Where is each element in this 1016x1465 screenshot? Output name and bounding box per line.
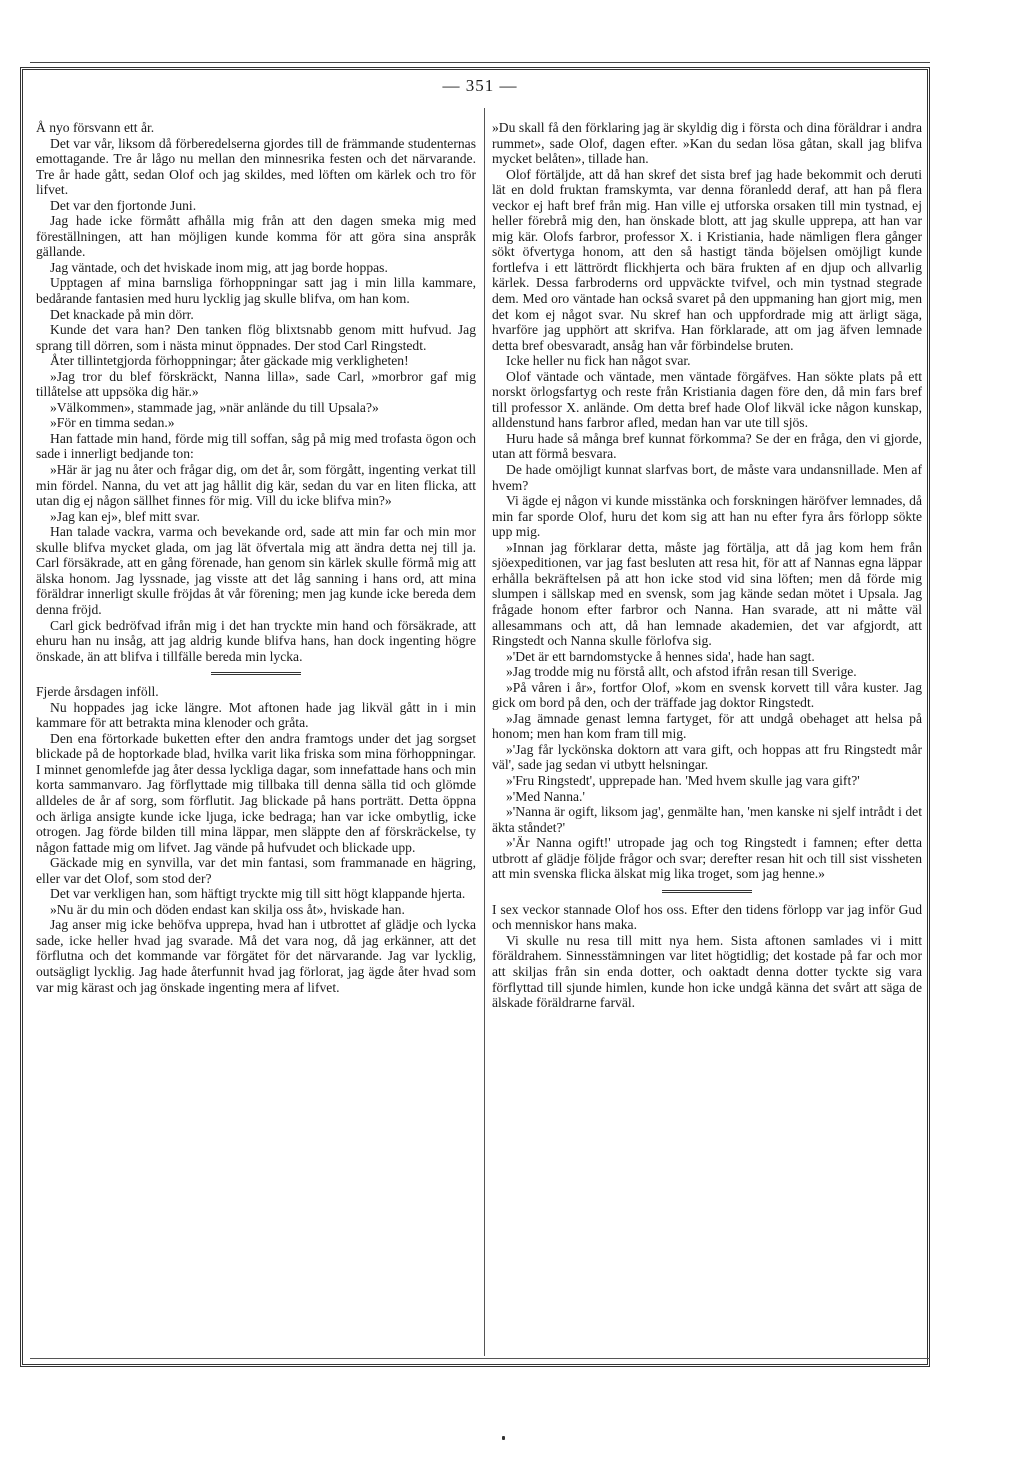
paragraph: Det var vår, liksom då förberedelserna gjordes till de främmande studenternas emottagande. Tre år lågo nu mellan den minnesrika festen och det närvarande. Tre år hade gått, sedan Olof och jag skildes, med löften om kärlek och tro för lifvet. (36, 135, 476, 198)
paragraph: Den ena förtorkade buketten efter den andra framtogs under det jag sorgset blickade på de hoptorkade blad, hvilka varit lika friska som mina förhoppningar. I minnet genomlefde jag åter dessa lyckliga dagar, som innefattade hans och min korta sammanvaro. Jag förflyttade mig tillbaka till denna sälla tid och glömde alldeles de år af sorg, som förflutit. Jag blickade på hans porträtt. Detta öppna och ärliga ansigte kunde icke ljuga, icke bedraga; han var icke ombytlig, icke otrogen. Jag förde bilden till mina läppar, men släppte den af förskräckelse, ty någon fattade mig om lifvet. Jag vände på hufvudet och blickade upp. (36, 730, 476, 855)
paragraph: Kunde det vara han? Den tanken flög blixtsnabb genom mitt hufvud. Jag sprang till dörren, som i nästa minut öppnades. Der stod Carl Ringstedt. (36, 322, 476, 353)
paragraph: Åter tillintetgjorda förhoppningar; åter gäckade mig verkligheten! (50, 353, 409, 369)
paragraph: Icke heller nu fick han något svar. (506, 353, 691, 369)
paragraph: »Jag tror du blef förskräckt, Nanna lilla», sade Carl, »morbror gaf mig tillåtelse att uppsöka dig här.» (36, 368, 476, 400)
top-rule (30, 62, 930, 63)
right-column (492, 114, 922, 1011)
print-speck (502, 1436, 505, 1440)
paragraph: »Jag kan ej», blef mitt svar. (50, 508, 200, 524)
paragraph: »Nu är du min och döden endast kan skilja oss åt», hviskade han. (50, 901, 405, 917)
paragraph: »För en timma sedan.» (50, 415, 175, 431)
paragraph: Olof förtäljde, att då han skref det sista bref jag hade bekommit och deruti lät en dold fruktan framskymta, var denna föranledd deraf, att han på flera veckor ej haft bref från mig. Han ville ej utforska orsaken till min tystnad, ej heller förebrå mig den, han önskade blott, att jag skulle upprepa, att han var mig kär. Olofs farbror, professor X. i Kristiania, hade nämligen flera gånger sökt öfvertyga honom, att den så hastigt tända böjelsen omöjligt kunde fortlefva i ett lättrördt flickhjerta och bära frukten af en djup och allvarlig kärlek. Dessa farbroderns ord uppväckte tvifvel, och min tystnad stegrade dem. Med oro väntade han också svaret på den uppmaning han gjort mig, men det kom ej något svar. Nu skref han och uppfordrade mig att ärligt säga, hvarföre jag upphört att skrifva. Han förklarade, att om jag äfven lemnade detta bref obesvaradt, ansåg han vår förbindelse bruten. (492, 166, 922, 353)
paragraph: Jag väntade, och det hviskade inom mig, att jag borde hoppas. (50, 259, 388, 275)
paragraph: »På våren i år», fortfor Olof, »kom en svensk korvett till våra kuster. Jag gick om bord på den, och der träffade jag doktor Ringstedt. (492, 679, 922, 711)
paragraph: »'Jag får lyckönska doktorn att vara gift, och hoppas att fru Ringstedt mår väl', sade jag sedan vi utbytt helsningar. (492, 741, 922, 773)
paragraph: De hade omöjligt kunnat slarfvas bort, de måste vara undansnillade. Men af hvem? (492, 462, 922, 493)
paragraph: Huru hade så många bref kunnat förkomma? Se der en fråga, den vi gjorde, utan att förmå besvara. (492, 430, 922, 462)
paragraph: »Här är jag nu åter och frågar dig, om det år, som förgått, ingenting verkat till min fördel. Nanna, du vet att jag hållit dig kär, sedan du var en liten flicka, att utan dig ej någon sällhet finnes för mig. Vill du icke blifva min?» (36, 462, 476, 509)
paragraph: »Du skall få den förklaring jag är skyldig dig i första och dina föräldrar i andra rummet», sade Olof, dagen efter. »Kan du sedan lösa gåtan, skall jag blifva mycket belåten», tillade han. (492, 120, 922, 167)
paragraph: Det var verkligen han, som häftigt tryckte mig till sitt högt klappande hjerta. (50, 886, 466, 902)
paragraph: Upptagen af mina barnsliga förhoppningar satt jag i min lilla kammare, bedårande fantasien med huru lycklig jag skulle blifva, om han kom. (36, 275, 476, 307)
paragraph: »'Med Nanna.' (506, 788, 585, 804)
paragraph: »'Fru Ringstedt', upprepade han. 'Med hvem skulle jag vara gift?' (506, 772, 860, 788)
paragraph: Det var den fjortonde Juni. (50, 197, 197, 213)
left-column (36, 114, 476, 995)
paragraph: »Välkommen», stammade jag, »när anlände du till Upsala?» (50, 399, 379, 415)
section-separator (211, 672, 301, 675)
page-number: — 351 — (442, 76, 518, 95)
paragraph: Fjerde årsdagen inföll. (36, 684, 159, 700)
section-separator (662, 890, 752, 893)
paragraph: Carl gick bedröfvad ifrån mig i det han tryckte min hand och försäkrade, att ehuru han nu insåg, att jag aldrig kunde blifva hans, han dock ingenting högre önskade, än att blifva i tillfälle bereda min lycka. (36, 617, 476, 664)
paragraph: »Innan jag förklarar detta, måste jag förtälja, att då jag kom hem från sjöexpeditionen, var jag fast besluten att resa hit, för att af Nannas egna läppar erhålla bekräftelsen på att hon icke stod vid sina löften; men då förde mig slumpen i sällskap med en svensk, som jag kände sedan mötet i Upsala. Jag frågade honom efter farbror och Nanna. Han svarade, att ni måtte väl allesammans och att, då han lemnade akademien, det var afgjordt, att Ringstedt och Nanna skulle förlofva sig. (492, 539, 922, 649)
paragraph: »'Är Nanna ogift!' utropade jag och tog Ringstedt i famnen; efter detta utbrott af glädje följde frågor och svar; derefter resan hit och till sist vissheten att min svenska flicka älskat mig lika troget, som jag henne.» (492, 835, 922, 882)
paragraph: »'Det är ett barndomstycke å hennes sida', hade han sagt. (506, 648, 815, 664)
paragraph: Gäckade mig en synvilla, var det min fantasi, som frammanade en hägring, eller var det Olof, som stod der? (36, 855, 476, 886)
paragraph: Vi skulle nu resa till mitt nya hem. Sista aftonen samlades vi i mitt föräldrahem. Sinnesstämningen var litet högtidlig; det kostade på far och mor att skiljas från sin enda dotter, och oaktadt denna dotter tyckte sig vara förflyttad till sjunde himlen, kunde hon icke undgå känna det svårt att säga de älskade föräldrarne farväl. (492, 932, 922, 1011)
column-divider (484, 108, 485, 1356)
paragraph: Å nyo försvann ett år. (36, 120, 155, 135)
paragraph: Det knackade på min dörr. (50, 306, 194, 322)
paragraph: Olof väntade och väntade, men väntade förgäfves. Han sökte plats på ett norskt örlogsfartyg och reste från Kristiania dagen före den, då min fars bref till professor X. anlände. Om detta bref hade Olof likväl icke någon kunskap, alldenstund hans farbror afled, medan han var ute till sjös. (492, 368, 922, 431)
paragraph: Jag anser mig icke behöfva upprepa, hvad han i utbrottet af glädje och lycka sade, icke heller hvad jag svarade. Må det vara nog, då jag erkänner, att det förflutna och det kommande var förgätet för det närvarande. Jag var lycklig, outsägligt lycklig. Jag hade återfunnit hvad jag förlorat, jag ägde åter hvad som var mig kärast och jag önskade ingenting mera af lifvet. (36, 917, 476, 995)
paragraph: Vi ägde ej någon vi kunde misstänka och forskningen häröfver lemnades, då min far sporde Olof, huru det kom sig att han nu efter fyra års förlopp sökte upp mig. (492, 493, 922, 540)
paragraph: Han talade vackra, varma och bevekande ord, sade att min far och min mor skulle blifva mycket glada, om jag lät öfvertala mig att ändra detta nej till ja. Carl försäkrade, att en gång förenade, han genom sin kärlek skulle förmå mig att älska honom. Jag lyssnade, jag visste att det låg sanning i hans ord, att mina föräldrar innerligt skulle fröjdas åt vår förening; men jag kunde icke bereda dem denna fröjd. (36, 524, 476, 617)
bottom-rule (30, 1358, 930, 1359)
paragraph: Han fattade min hand, förde mig till soffan, såg på mig med trofasta ögon och sade i innerligt bedjande ton: (36, 430, 476, 462)
paragraph: »Jag ämnade genast lemna fartyget, för att undgå obehaget att helsa på honom; men han kom fram till mig. (492, 710, 922, 742)
paragraph: »Jag trodde mig nu förstå allt, och afstod ifrån resan till Sverige. (506, 664, 857, 680)
paragraph: I sex veckor stannade Olof hos oss. Efter den tidens förlopp var jag inför Gud och menniskor hans maka. (492, 901, 922, 933)
paragraph: »'Nanna är ogift, liksom jag', genmälte han, 'men kanske ni sjelf intrådt i det äkta ståndet?' (492, 804, 922, 835)
paragraph: Jag hade icke förmått afhålla mig från att den dagen smeka mig med föreställningen, att han möjligen kunde komma för att göra sina anspråk gällande. (36, 213, 476, 260)
paragraph: Nu hoppades jag icke längre. Mot aftonen hade jag likväl gått in i min kammare för att betrakta mina klenoder och gråta. (36, 699, 476, 731)
